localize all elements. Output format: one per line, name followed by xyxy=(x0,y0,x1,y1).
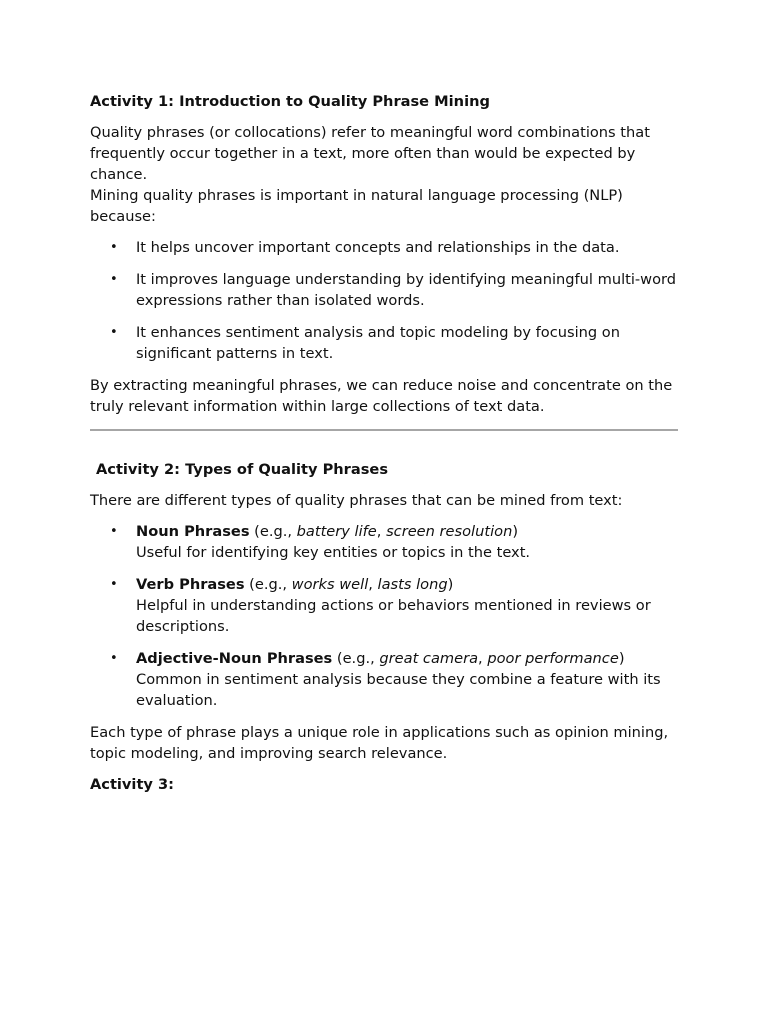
example-separator: , xyxy=(376,523,387,540)
activity-2-heading: Activity 2: Types of Quality Phrases xyxy=(96,461,389,478)
activity-2-closing: Each type of phrase plays a unique role in applications such as opinion mining, topic modeling, and improving search relevance. xyxy=(90,724,669,762)
example-separator: , xyxy=(368,576,378,593)
example-separator: , xyxy=(478,650,488,667)
activity-3-heading: Activity 3: xyxy=(90,776,174,793)
example-phrase: poor performance xyxy=(487,650,619,667)
activity-1-intro xyxy=(90,122,680,227)
phrase-type-term: Verb Phrases xyxy=(136,576,245,593)
example-phrase: battery life xyxy=(296,523,377,540)
example-phrase: works well xyxy=(291,576,369,593)
list-item: • It helps uncover important concepts and relationships in the data. xyxy=(90,237,680,258)
example-prefix: (e.g., xyxy=(244,576,292,593)
document-page xyxy=(90,91,680,805)
phrase-type-description: Common in sentiment analysis because they combine a feature with its evaluation. xyxy=(136,671,661,709)
phrase-types-list xyxy=(90,521,680,711)
example-suffix: ) xyxy=(512,523,519,540)
example-phrase: lasts long xyxy=(377,576,448,593)
activity-1-heading: Activity 1: Introduction to Quality Phrase Mining xyxy=(90,93,490,110)
phrase-type-term: Noun Phrases xyxy=(136,523,250,540)
phrase-type-verb xyxy=(90,574,680,637)
example-phrase: screen resolution xyxy=(386,523,513,540)
phrase-type-description: Helpful in understanding actions or behaviors mentioned in reviews or descriptions. xyxy=(136,597,651,635)
activity-1-closing: By extracting meaningful phrases, we can reduce noise and concentrate on the truly relevant information within large collections of text data. xyxy=(90,377,673,415)
example-suffix: ) xyxy=(618,650,625,667)
example-phrase: great camera xyxy=(379,650,479,667)
example-prefix: (e.g., xyxy=(249,523,297,540)
example-suffix: ) xyxy=(447,576,454,593)
list-item: • It enhances sentiment analysis and topic modeling by focusing on significant patterns in text. xyxy=(90,322,680,364)
phrase-type-term: Adjective-Noun Phrases xyxy=(136,650,333,667)
phrase-type-adjective-noun xyxy=(90,648,680,711)
phrase-type-noun xyxy=(90,521,680,563)
activity-1-bullet-list xyxy=(90,237,680,364)
list-item: • It improves language understanding by identifying meaningful multi-word expressions rather than isolated words. xyxy=(90,269,680,311)
activity-1-intro-importance: Mining quality phrases is important in natural language processing (NLP) because: xyxy=(90,187,623,225)
activity-2-intro: There are different types of quality phrases that can be mined from text: xyxy=(90,492,623,509)
phrase-type-description: Useful for identifying key entities or topics in the text. xyxy=(136,544,531,561)
example-prefix: (e.g., xyxy=(332,650,380,667)
section-divider xyxy=(90,429,678,431)
activity-1-intro-definition: Quality phrases (or collocations) refer to meaningful word combinations that frequently occur together in a text, more often than would be expected by chance. xyxy=(90,124,650,183)
